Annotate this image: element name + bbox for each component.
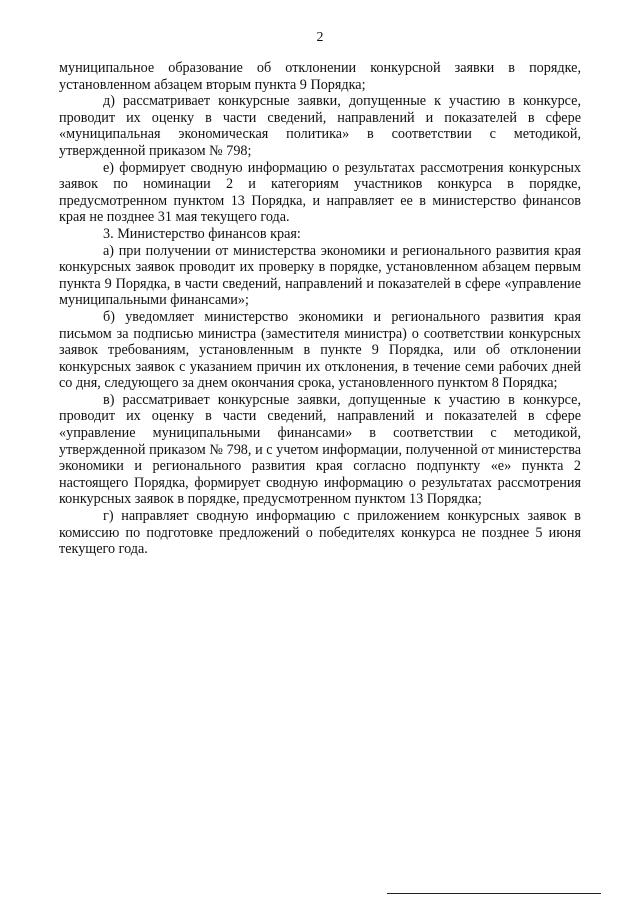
paragraph-item-d: д) рассматривает конкурсные заявки, допущенные к участию в конкурсе, проводит их оценку в части сведений, направлений и показателей в сфере «муниципальная экономическая политика» в соответствии с методикой, утвержденной приказом № 798; <box>59 93 581 159</box>
section-heading-3: 3. Министерство финансов края: <box>103 225 301 242</box>
page-number: 2 <box>316 30 324 45</box>
footer-rule <box>387 893 601 894</box>
paragraph-item-g: г) направляет сводную информацию с приложением конкурсных заявок в комиссию по подготовке предложений о победителях конкурса не позднее 5 июня текущего года. <box>59 508 581 558</box>
paragraph-item-b: б) уведомляет министерство экономики и регионального развития края письмом за подписью министра (заместителя министра) о соответствии конкурсных заявок требованиям, установленным в пункте 9 Порядка, или об отклонении конкурсных заявок с указанием причин их отклонения, в течение семи рабочих дней со дня, следующего за днем окончания срока, установленного пунктом 8 Порядка; <box>59 308 581 392</box>
paragraph-item-a: а) при получении от министерства экономики и регионального развития края конкурсных заявок проводит их проверку в порядке, установленном абзацем первым пункта 9 Порядка, в части сведений, направлений и показателей в сфере «управление муниципальными финансами»; <box>59 242 581 309</box>
paragraph-continuation: муниципальное образование об отклонении конкурсной заявки в порядке, установленном абзацем вторым пункта 9 Порядка; <box>59 60 581 93</box>
paragraph-item-v: в) рассматривает конкурсные заявки, допущенные к участию в конкурсе, проводит их оценку в части сведений, направлений и показателей в сфере «управление муниципальными финансами» в соответствии с методикой, утвержденной приказом № 798, и с учетом информации, полученной от министерства экономики и регионального развития края согласно подпункту «е» пункта 2 настоящего Порядка, формирует сводную информацию о результатах рассмотрения конкурсных заявок в порядке, предусмотренном пунктом 13 Порядка; <box>59 391 581 508</box>
paragraph-item-e: е) формирует сводную информацию о результатах рассмотрения конкурсных заявок по номинации 2 и категориям участников конкурса в порядке, предусмотренном пунктом 13 Порядка, и направляет ее в министерство финансов края не позднее 31 мая текущего года. <box>59 159 581 226</box>
document-body <box>59 60 581 558</box>
